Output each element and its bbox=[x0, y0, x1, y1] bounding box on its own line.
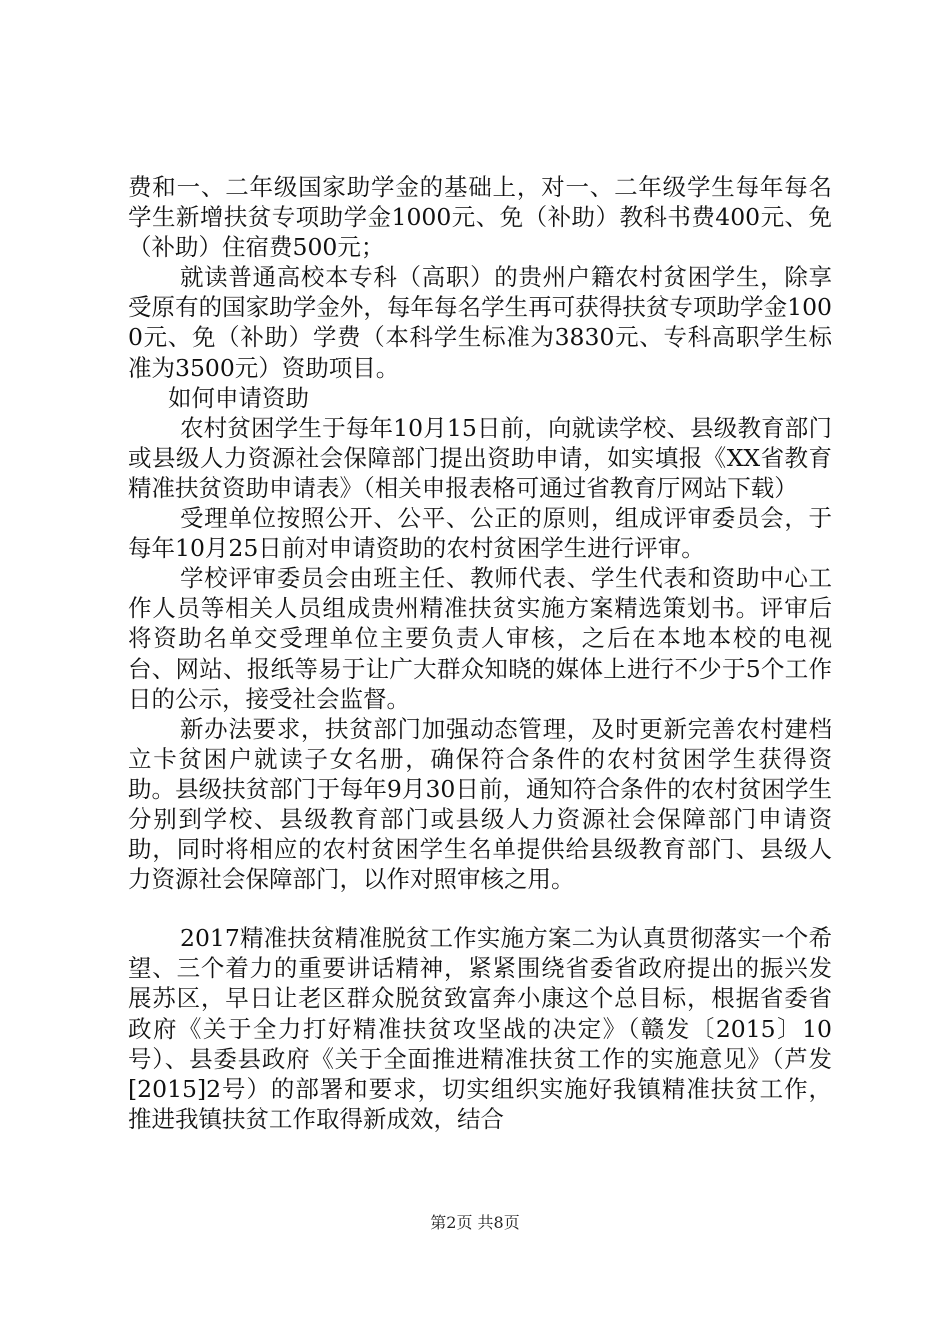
paragraph-new-measures: 新办法要求，扶贫部门加强动态管理，及时更新完善农村建档立卡贫困户就读子女名册，确保符合条件的农村贫困学生获得资助。县级扶贫部门于每年9月30日前，通知符合条件的农村贫困学生分别到学校、县级教育部门或县级人力资源社会保障部门申请资助，同时将相应的农村贫困学生名单提供给县级教育部门、县级人力资源社会保障部门，以作对照审核之用。 bbox=[128, 714, 832, 894]
section-heading-how-to-apply: 如何申请资助 bbox=[168, 383, 309, 412]
paragraph-implementation-plan: 2017精准扶贫精准脱贫工作实施方案二为认真贯彻落实一个希望、三个着力的重要讲话精神，紧紧围绕省委省政府提出的振兴发展苏区，早日让老区群众脱贫致富奔小康这个总目标，根据省委省政府《关于全力打好精准扶贫攻坚战的决定》（赣发〔2015〕10号）、县委县政府《关于全面推进精准扶贫工作的实施意见》（芦发[2015]2号）的部署和要求，切实组织实施好我镇精准扶贫工作，推进我镇扶贫工作取得新成效，结合 bbox=[128, 924, 832, 1133]
paragraph-application-deadline: 农村贫困学生于每年10月15日前，向就读学校、县级教育部门或县级人力资源社会保障部门提出资助申请，如实填报《XX省教育精准扶贫资助申请表》（相关申报表格可通过省教育厅网站下载） bbox=[128, 413, 832, 502]
paragraph-continuation: 费和一、二年级国家助学金的基础上，对一、二年级学生每年每名学生新增扶贫专项助学金1000元、免（补助）教科书费400元、免（补助）住宿费500元； bbox=[128, 173, 832, 262]
document-body bbox=[128, 172, 832, 1134]
paragraph-school-review: 学校评审委员会由班主任、教师代表、学生代表和资助中心工作人员等相关人员组成贵州精准扶贫实施方案精选策划书。评审后将资助名单交受理单位主要负责人审核，之后在本地本校的电视台、网站、报纸等易于让广大群众知晓的媒体上进行不少于5个工作日的公示，接受社会监督。 bbox=[128, 564, 832, 713]
page-footer: 第2页 共8页 bbox=[430, 1213, 520, 1232]
paragraph-university-aid: 就读普通高校本专科（高职）的贵州户籍农村贫困学生，除享受原有的国家助学金外，每年每名学生再可获得扶贫专项助学金1000元、免（补助）学费（本科学生标准为3830元、专科高职学生标准为3500元）资助项目。 bbox=[128, 263, 832, 382]
paragraph-review-committee: 受理单位按照公开、公平、公正的原则，组成评审委员会，于每年10月25日前对申请资助的农村贫困学生进行评审。 bbox=[128, 504, 832, 563]
